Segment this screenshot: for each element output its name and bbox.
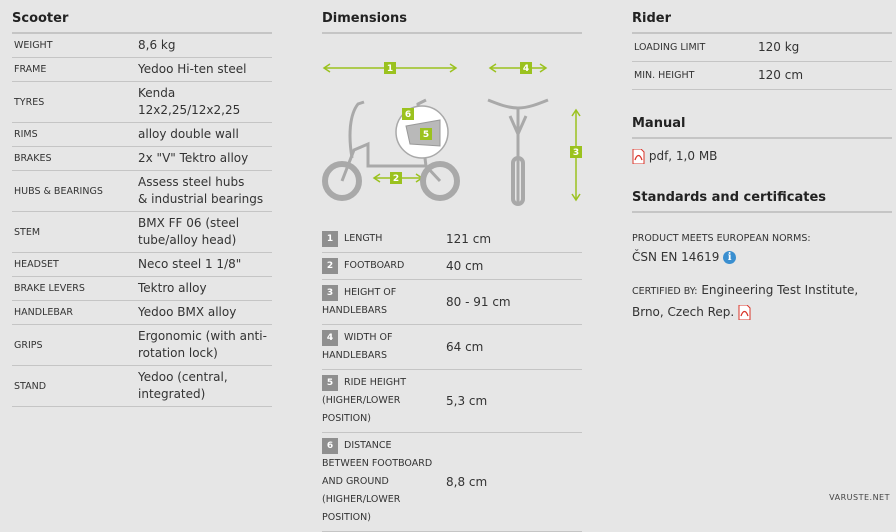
scooter-front-view — [488, 100, 548, 204]
spec-value: 64 cm — [446, 325, 582, 370]
spec-value: BMX FF 06 (steel tube/alloy head) — [138, 212, 272, 253]
spec-key-cell — [12, 34, 138, 58]
spec-key-cell — [12, 82, 138, 123]
scooter-title: Scooter — [12, 11, 272, 34]
spec-key-cell — [12, 325, 138, 366]
watermark: VARUSTE.NET — [829, 493, 890, 502]
spec-value: 120 kg — [758, 34, 892, 62]
dimension-number-badge: 2 — [322, 258, 338, 274]
spec-key-cell — [12, 212, 138, 253]
spec-key-cell — [12, 301, 138, 325]
spec-key-cell — [12, 58, 138, 82]
spec-value: 120 cm — [758, 62, 892, 90]
certified-value: Engineering Test Institute, Brno, Czech Rep. — [632, 283, 859, 319]
marker-3: 3 — [572, 148, 580, 158]
spec-key-cell — [12, 123, 138, 147]
spec-key-cell — [12, 171, 138, 212]
spec-row — [12, 34, 272, 58]
spec-key: RIMS — [14, 129, 38, 140]
marker-1: 1 — [386, 64, 394, 74]
dimensions-title: Dimensions — [322, 11, 582, 34]
marker-2: 2 — [392, 174, 400, 184]
spec-key: HEIGHT OF HANDLEBARS — [322, 287, 397, 316]
certified-block — [632, 280, 872, 323]
dimension-number-badge: 1 — [322, 231, 338, 247]
spec-row — [12, 325, 272, 366]
spec-row — [12, 212, 272, 253]
spec-key: STAND — [14, 380, 47, 392]
spec-key-cell — [322, 325, 446, 370]
spec-key: GRIPS — [14, 339, 43, 351]
spec-row — [322, 370, 582, 433]
spec-key-cell — [322, 433, 446, 532]
spec-key-cell — [12, 253, 138, 277]
spec-key: WEIGHT — [14, 40, 53, 51]
spec-key: BRAKE LEVERS — [14, 283, 85, 294]
spec-key: LOADING LIMIT — [634, 42, 706, 53]
dimensions-column — [322, 0, 582, 523]
spec-value: Ergonomic (with anti- rotation lock) — [138, 325, 272, 366]
certified-label: CERTIFIED BY: — [632, 286, 698, 297]
spec-key-cell — [12, 366, 138, 407]
pdf-icon — [632, 149, 645, 164]
spec-row — [12, 301, 272, 325]
spec-row — [12, 366, 272, 407]
spec-key-cell — [12, 147, 138, 171]
spec-row — [632, 62, 892, 90]
spec-row — [12, 171, 272, 212]
spec-row — [12, 147, 272, 171]
marker-5: 5 — [422, 130, 430, 140]
spec-key-cell — [322, 253, 446, 280]
spec-value: Yedoo Hi-ten steel — [138, 58, 272, 82]
scooter-column — [12, 0, 272, 407]
standards-title: Standards and certificates — [632, 190, 892, 213]
dimensions-table — [322, 226, 582, 532]
marker-4: 4 — [522, 64, 530, 74]
spec-key-cell — [632, 62, 758, 90]
spec-key: DISTANCE BETWEEN FOOTBOARD AND GROUND (HIGHER/LOWER POSITION) — [322, 440, 433, 523]
spec-value: Kenda 12x2,25/12x2,25 — [138, 82, 272, 123]
spec-key: BRAKES — [14, 153, 52, 164]
spec-value: 2x "V" Tektro alloy — [138, 147, 272, 171]
spec-key-cell — [322, 370, 446, 433]
spec-value: Yedoo BMX alloy — [138, 301, 272, 325]
spec-value: Tektro alloy — [138, 277, 272, 301]
spec-key: HUBS & BEARINGS — [14, 185, 103, 197]
spec-key-cell — [12, 277, 138, 301]
spec-key: RIDE HEIGHT (HIGHER/LOWER POSITION) — [322, 377, 406, 424]
spec-key-cell — [322, 280, 446, 325]
spec-row — [632, 34, 892, 62]
norm-block — [632, 233, 892, 264]
spec-value: 5,3 cm — [446, 370, 582, 433]
spec-value: Assess steel hubs & industrial bearings — [138, 171, 272, 212]
spec-row — [12, 253, 272, 277]
spec-value: 40 cm — [446, 253, 582, 280]
spec-row — [12, 277, 272, 301]
spec-row — [322, 253, 582, 280]
certificate-pdf-icon[interactable] — [738, 305, 751, 320]
spec-key: FRAME — [14, 64, 47, 75]
spec-value: Neco steel 1 1/8" — [138, 253, 272, 277]
info-icon[interactable]: i — [723, 251, 736, 264]
scooter-dimensions-diagram — [322, 54, 582, 214]
dimension-number-badge: 5 — [322, 375, 338, 391]
spec-key: TYRES — [14, 96, 45, 108]
spec-key: HEADSET — [14, 259, 59, 270]
marker-6: 6 — [404, 110, 412, 120]
spec-key: STEM — [14, 226, 41, 238]
spec-row — [12, 82, 272, 123]
spec-value: 80 - 91 cm — [446, 280, 582, 325]
rider-title: Rider — [632, 11, 892, 34]
spec-row — [322, 325, 582, 370]
spec-key: WIDTH OF HANDLEBARS — [322, 332, 393, 361]
manual-pdf-link[interactable]: pdf, 1,0 MB — [648, 149, 718, 163]
dimension-number-badge: 4 — [322, 330, 338, 346]
rider-column — [632, 0, 892, 323]
spec-row — [12, 58, 272, 82]
norm-label: PRODUCT MEETS EUROPEAN NORMS: — [632, 233, 811, 244]
manual-title: Manual — [632, 116, 892, 139]
spec-key-cell — [322, 226, 446, 253]
spec-row — [12, 123, 272, 147]
manual-link-row[interactable] — [632, 149, 892, 164]
spec-key: HANDLEBAR — [14, 307, 73, 318]
spec-row — [322, 280, 582, 325]
dimension-number-badge: 6 — [322, 438, 338, 454]
scooter-spec-table — [12, 34, 272, 407]
rider-spec-table — [632, 34, 892, 90]
spec-row — [322, 226, 582, 253]
spec-key: MIN. HEIGHT — [634, 70, 695, 81]
spec-row — [322, 433, 582, 532]
spec-value: Yedoo (central, integrated) — [138, 366, 272, 407]
spec-value: alloy double wall — [138, 123, 272, 147]
spec-value: 8,8 cm — [446, 433, 582, 532]
spec-value: 121 cm — [446, 226, 582, 253]
norm-value: ČSN EN 14619 — [632, 250, 720, 264]
spec-key-cell — [632, 34, 758, 62]
spec-key: LENGTH — [344, 233, 383, 244]
spec-value: 8,6 kg — [138, 34, 272, 58]
spec-key: FOOTBOARD — [344, 260, 405, 271]
dimension-number-badge: 3 — [322, 285, 338, 301]
